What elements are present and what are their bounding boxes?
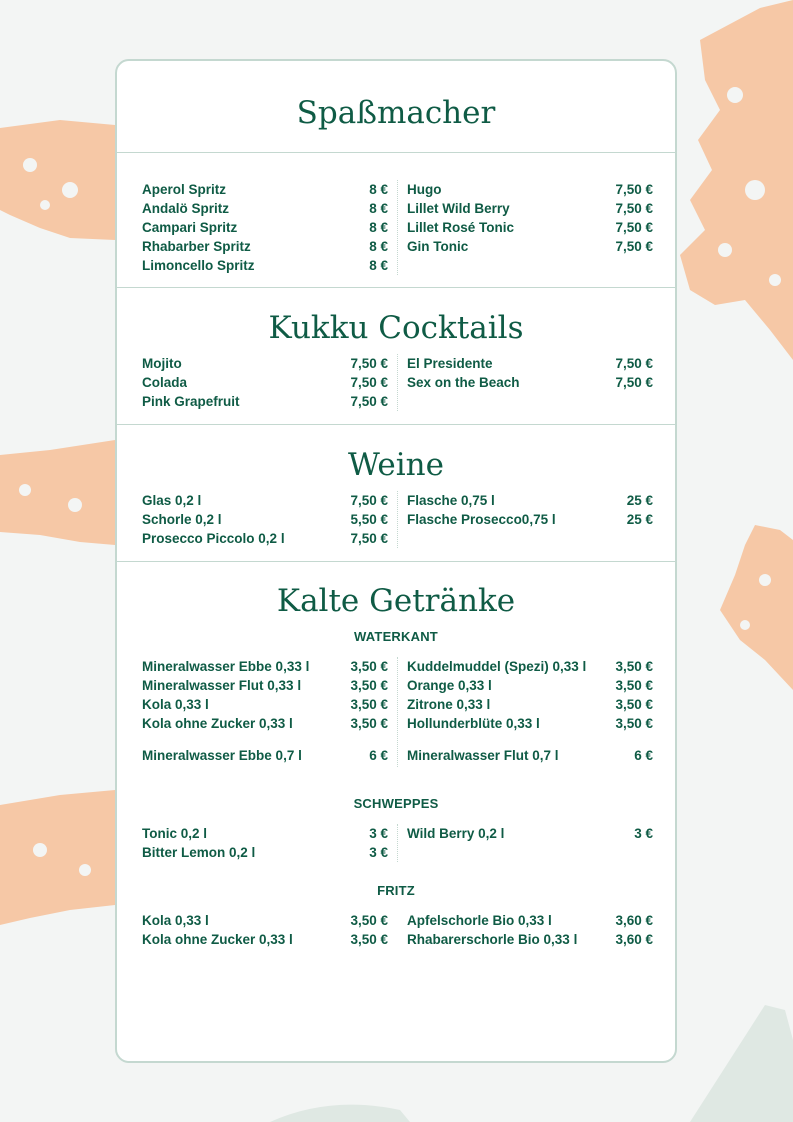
menu-item-price: 3,50 €: [350, 659, 388, 674]
subheading-schweppes: SCHWEPPES: [353, 796, 439, 811]
menu-item-price: 3,50 €: [350, 932, 388, 947]
menu-item-name: Zitrone 0,33 l: [407, 697, 491, 712]
menu-item-price: 7,50 €: [615, 375, 653, 390]
menu-item: [142, 714, 388, 733]
menu-item-price: 3,50 €: [615, 678, 653, 693]
menu-item: [142, 529, 388, 548]
menu-item: [142, 746, 388, 765]
fritz-right-column: [407, 911, 653, 949]
menu-item: [142, 695, 388, 714]
waterkant-right-column: [407, 657, 653, 733]
menu-item: [142, 199, 388, 218]
divider: [117, 152, 675, 153]
menu-item: [142, 824, 388, 843]
menu-item: [407, 491, 653, 510]
menu-item-price: 7,50 €: [350, 356, 388, 371]
menu-item-name: Wild Berry 0,2 l: [407, 826, 505, 841]
menu-item-price: 7,50 €: [615, 356, 653, 371]
menu-item-name: Orange 0,33 l: [407, 678, 492, 693]
menu-item: [407, 695, 653, 714]
menu-item-name: Andalö Spritz: [142, 201, 229, 216]
menu-item-price: 8 €: [369, 182, 388, 197]
menu-item-price: 3,50 €: [350, 913, 388, 928]
menu-item-name: Kuddelmuddel (Spezi) 0,33 l: [407, 659, 587, 674]
menu-item-price: 3,60 €: [615, 913, 653, 928]
menu-item-price: 3,50 €: [615, 659, 653, 674]
section-title-cocktails: Kukku Cocktails: [268, 310, 524, 346]
menu-item-name: Gin Tonic: [407, 239, 469, 254]
menu-item-name: Apfelschorle Bio 0,33 l: [407, 913, 552, 928]
menu-item-name: Mineralwasser Ebbe 0,7 l: [142, 748, 302, 763]
divider: [117, 424, 675, 425]
section-title-kalt: Kalte Getränke: [276, 583, 516, 619]
menu-item-price: 3,50 €: [350, 716, 388, 731]
menu-item-price: 3,50 €: [350, 697, 388, 712]
menu-item: [407, 676, 653, 695]
menu-item-name: Hollunderblüte 0,33 l: [407, 716, 540, 731]
column-separator: [397, 824, 398, 862]
divider: [117, 287, 675, 288]
schweppes-right-column: [407, 824, 653, 843]
menu-item-name: Sex on the Beach: [407, 375, 520, 390]
menu-item-name: Kola ohne Zucker 0,33 l: [142, 932, 293, 947]
menu-item-name: Prosecco Piccolo 0,2 l: [142, 531, 285, 546]
menu-item: [142, 491, 388, 510]
menu-item-name: Tonic 0,2 l: [142, 826, 208, 841]
menu-item-price: 8 €: [369, 258, 388, 273]
menu-item: [407, 746, 653, 765]
menu-item-name: Glas 0,2 l: [142, 493, 202, 508]
menu-item-price: 6 €: [369, 748, 388, 763]
menu-item-price: 3 €: [634, 826, 653, 841]
menu-item-price: 8 €: [369, 220, 388, 235]
menu-item: [407, 657, 653, 676]
menu-item-name: Mojito: [142, 356, 182, 371]
menu-item-price: 7,50 €: [615, 201, 653, 216]
menu-item: [142, 354, 388, 373]
cocktails-right-column: [407, 354, 653, 392]
menu-item-name: Kola ohne Zucker 0,33 l: [142, 716, 293, 731]
menu-item-name: Pink Grapefruit: [142, 394, 240, 409]
menu-item-name: Rhabarber Spritz: [142, 239, 251, 254]
menu-item-name: Aperol Spritz: [142, 182, 227, 197]
schweppes-left-column: [142, 824, 388, 862]
menu-item: [142, 843, 388, 862]
menu-item: [407, 911, 653, 930]
menu-item-name: Flasche Prosecco0,75 l: [407, 512, 556, 527]
column-separator: [397, 354, 398, 411]
menu-item-name: Kola 0,33 l: [142, 697, 209, 712]
menu-item-price: 6 €: [634, 748, 653, 763]
menu-item-price: 7,50 €: [350, 493, 388, 508]
menu-item-price: 3 €: [369, 826, 388, 841]
menu-card: [115, 59, 677, 1063]
subheading-waterkant: WATERKANT: [354, 629, 438, 644]
menu-item-price: 3,50 €: [615, 716, 653, 731]
menu-item-price: 5,50 €: [350, 512, 388, 527]
menu-item-name: Kola 0,33 l: [142, 913, 209, 928]
menu-item-price: 7,50 €: [350, 531, 388, 546]
column-separator: [397, 657, 398, 767]
menu-item-price: 7,50 €: [350, 375, 388, 390]
menu-item: [407, 930, 653, 949]
menu-item-name: Mineralwasser Flut 0,7 l: [407, 748, 559, 763]
waterkant-left-column-large: [142, 746, 388, 765]
menu-item-price: 7,50 €: [615, 220, 653, 235]
menu-item: [142, 237, 388, 256]
menu-item-price: 3 €: [369, 845, 388, 860]
menu-item-price: 7,50 €: [615, 239, 653, 254]
divider: [117, 561, 675, 562]
menu-item-name: El Presidente: [407, 356, 493, 371]
menu-item: [407, 180, 653, 199]
weine-left-column: [142, 491, 388, 548]
menu-item: [142, 180, 388, 199]
menu-item: [407, 714, 653, 733]
menu-item-price: 25 €: [626, 512, 653, 527]
menu-item: [142, 657, 388, 676]
menu-item: [407, 824, 653, 843]
weine-right-column: [407, 491, 653, 529]
menu-item-price: 3,60 €: [615, 932, 653, 947]
menu-item-name: Rhabarerschorle Bio 0,33 l: [407, 932, 578, 947]
menu-item: [407, 373, 653, 392]
spassmacher-left-column: [142, 180, 388, 275]
menu-item-price: 8 €: [369, 239, 388, 254]
menu-item: [142, 392, 388, 411]
menu-item-price: 3,50 €: [615, 697, 653, 712]
menu-item: [407, 237, 653, 256]
menu-item: [142, 911, 388, 930]
menu-item: [407, 354, 653, 373]
menu-item: [142, 218, 388, 237]
column-separator: [397, 180, 398, 275]
menu-item: [407, 218, 653, 237]
cocktails-left-column: [142, 354, 388, 411]
menu-item-name: Flasche 0,75 l: [407, 493, 495, 508]
section-title-spassmacher: Spaßmacher: [296, 95, 496, 131]
menu-item-name: Limoncello Spritz: [142, 258, 255, 273]
menu-item: [407, 199, 653, 218]
menu-item-name: Campari Spritz: [142, 220, 238, 235]
menu-item: [142, 510, 388, 529]
section-title-weine: Weine: [348, 447, 444, 483]
menu-item: [407, 510, 653, 529]
menu-item-name: Mineralwasser Flut 0,33 l: [142, 678, 302, 693]
menu-item-price: 3,50 €: [350, 678, 388, 693]
menu-item-name: Bitter Lemon 0,2 l: [142, 845, 256, 860]
menu-item-name: Colada: [142, 375, 188, 390]
waterkant-right-column-large: [407, 746, 653, 765]
menu-item-price: 8 €: [369, 201, 388, 216]
menu-item: [142, 256, 388, 275]
menu-item-price: 7,50 €: [615, 182, 653, 197]
menu-item-price: 7,50 €: [350, 394, 388, 409]
fritz-left-column: [142, 911, 388, 949]
menu-item: [142, 930, 388, 949]
subheading-fritz: FRITZ: [377, 883, 415, 898]
menu-item-name: Lillet Rosé Tonic: [407, 220, 515, 235]
waterkant-left-column: [142, 657, 388, 733]
menu-item-name: Mineralwasser Ebbe 0,33 l: [142, 659, 310, 674]
column-separator: [397, 491, 398, 548]
menu-item-name: Schorle 0,2 l: [142, 512, 222, 527]
menu-item-name: Lillet Wild Berry: [407, 201, 510, 216]
spassmacher-right-column: [407, 180, 653, 256]
menu-item: [142, 676, 388, 695]
menu-item-name: Hugo: [407, 182, 442, 197]
menu-item: [142, 373, 388, 392]
menu-item-price: 25 €: [626, 493, 653, 508]
